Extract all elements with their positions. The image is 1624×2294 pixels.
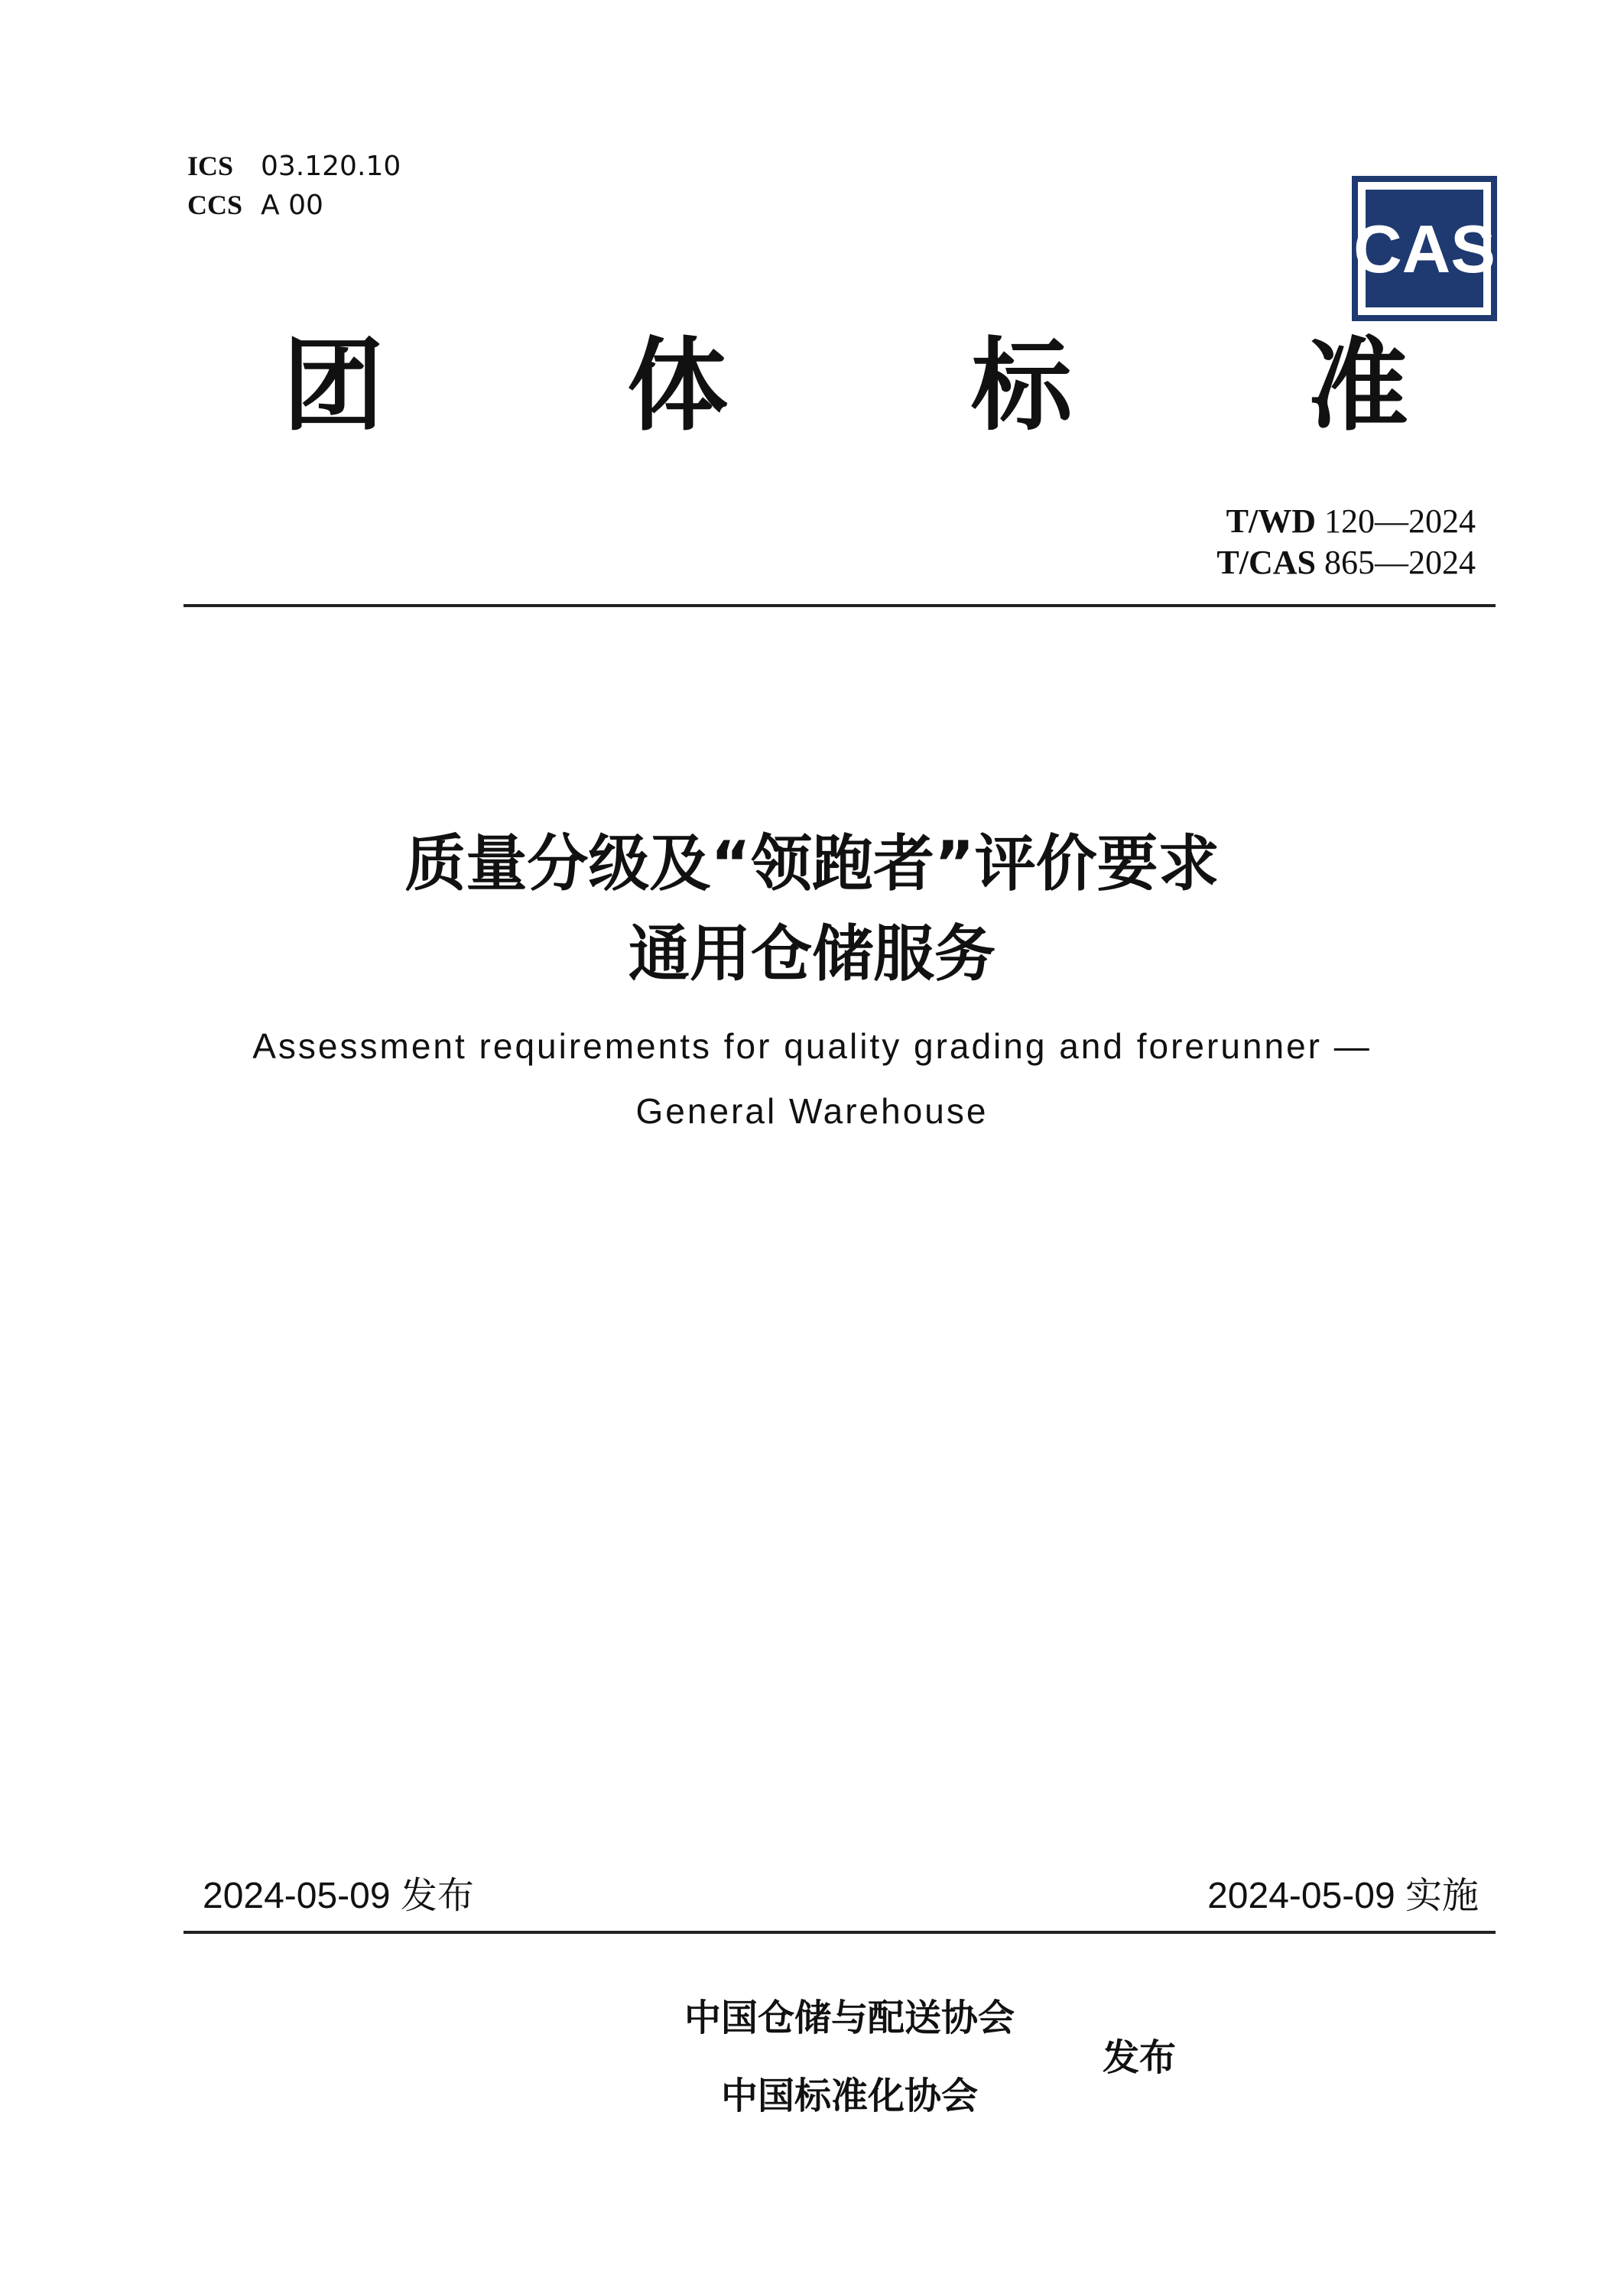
- implement-date: [1207, 1866, 1479, 1919]
- ccs-row: [187, 186, 401, 225]
- ccs-key: CCS: [187, 190, 243, 220]
- cas-logo-text: CAS: [1353, 211, 1496, 287]
- top-divider: [184, 604, 1496, 607]
- ics-key: ICS: [187, 151, 234, 181]
- title-en-line2: General Warehouse: [635, 1091, 989, 1131]
- implement-date-value: 2024-05-09: [1207, 1876, 1395, 1916]
- standard-code: 865—2024: [1324, 544, 1476, 581]
- doc-type-char: 团: [283, 327, 384, 445]
- standard-prefix: T/CAS: [1216, 544, 1316, 581]
- title-zh-line2: 通用仓储服务: [628, 918, 996, 989]
- publisher-2: 中国标准化协会: [721, 2075, 979, 2117]
- publish-date-label: 发布: [400, 1874, 474, 1917]
- standard-number: [1216, 542, 1476, 583]
- bottom-divider: [184, 1931, 1496, 1934]
- title-en-line1: Assessment requirements for quality grading and forerunner —: [252, 1026, 1372, 1066]
- ics-row: [187, 147, 401, 186]
- publish-label: 发布: [1103, 2036, 1177, 2079]
- implement-date-label: 实施: [1405, 1874, 1479, 1917]
- cas-logo: [1352, 176, 1497, 321]
- ccs-value: A 00: [261, 190, 323, 221]
- title-zh-line1: 质量分级及“领跑者”评价要求: [404, 828, 1220, 899]
- publish-date-value: 2024-05-09: [203, 1876, 391, 1916]
- doc-type-char: 准: [1307, 327, 1408, 445]
- standard-numbers: [1216, 501, 1476, 583]
- publisher-1: 中国仓储与配送协会: [684, 1997, 1015, 2039]
- doc-type-char: 标: [971, 327, 1072, 445]
- doc-type-char: 体: [627, 327, 728, 445]
- ics-value: 03.120.10: [261, 151, 401, 182]
- document-type-heading: [283, 321, 1407, 451]
- standard-prefix: T/WD: [1226, 502, 1316, 540]
- standard-number: [1216, 501, 1476, 542]
- standard-code: 120—2024: [1324, 502, 1476, 540]
- classification-codes: [187, 147, 401, 225]
- publish-date: [203, 1866, 474, 1919]
